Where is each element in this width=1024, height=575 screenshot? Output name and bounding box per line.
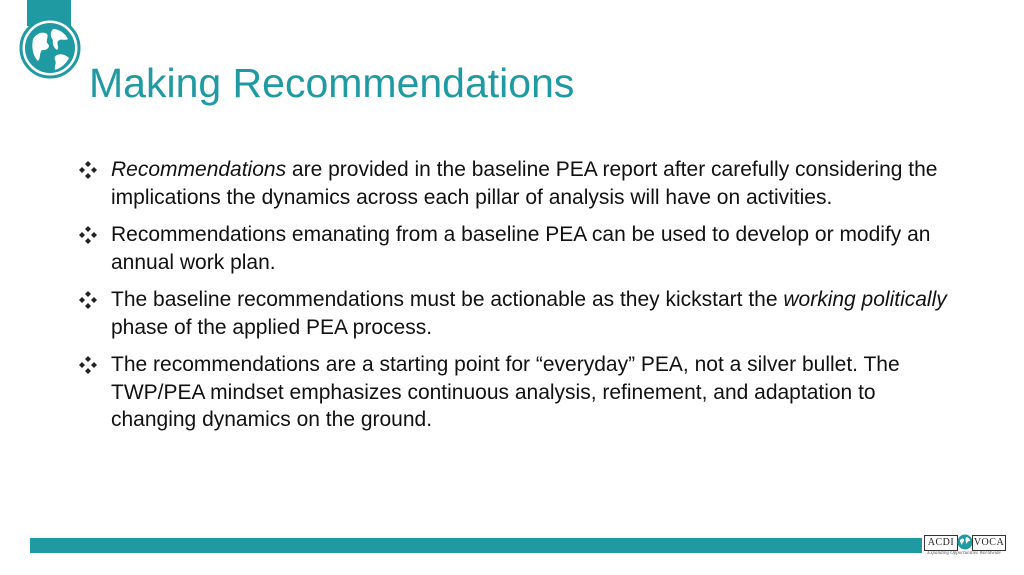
bullet-item — [78, 156, 958, 211]
bullet-text — [111, 158, 937, 209]
diamond-bullet-icon — [78, 225, 98, 245]
bullet-item — [78, 221, 958, 276]
diamond-bullet-icon — [78, 355, 98, 375]
logo-left-text: ACDI — [924, 535, 958, 551]
bullet-body: phase of the applied PEA process. — [111, 315, 433, 339]
bullet-body: The baseline recommendations must be actionable as they kickstart the — [111, 288, 784, 311]
logo-globe-icon — [957, 534, 973, 550]
bullet-italic: Recommendations — [111, 158, 287, 181]
diamond-bullet-icon — [78, 160, 98, 180]
bullet-text: The recommendations are a starting point for “everyday” PEA, not a silver bullet. The TWP/PEA mindset emphasizes continuous analysis, refinement, and adaptation to changing dynamics on the ground. — [111, 353, 900, 431]
diamond-bullet-icon — [78, 290, 98, 310]
logo-tagline: Expanding Opportunities Worldwide — [927, 551, 1001, 556]
bullet-text: Recommendations emanating from a baseline PEA can be used to develop or modify an annual work plan. — [111, 223, 931, 274]
slide-title: Making Recommendations — [89, 60, 575, 106]
bullet-body: are provided in the baseline PEA report after carefully considering the implications the dynamics across each pillar of analysis will have on activities. — [111, 158, 938, 209]
bullet-text — [111, 288, 947, 339]
logo-right-text: VOCA — [972, 535, 1006, 551]
bullet-list — [78, 156, 958, 444]
footer-bar — [30, 538, 922, 553]
bullet-item — [78, 351, 958, 434]
globe-icon — [19, 17, 81, 79]
bullet-italic: working politically — [783, 288, 947, 311]
bullet-item — [78, 286, 958, 341]
acdi-voca-logo — [924, 535, 1004, 559]
